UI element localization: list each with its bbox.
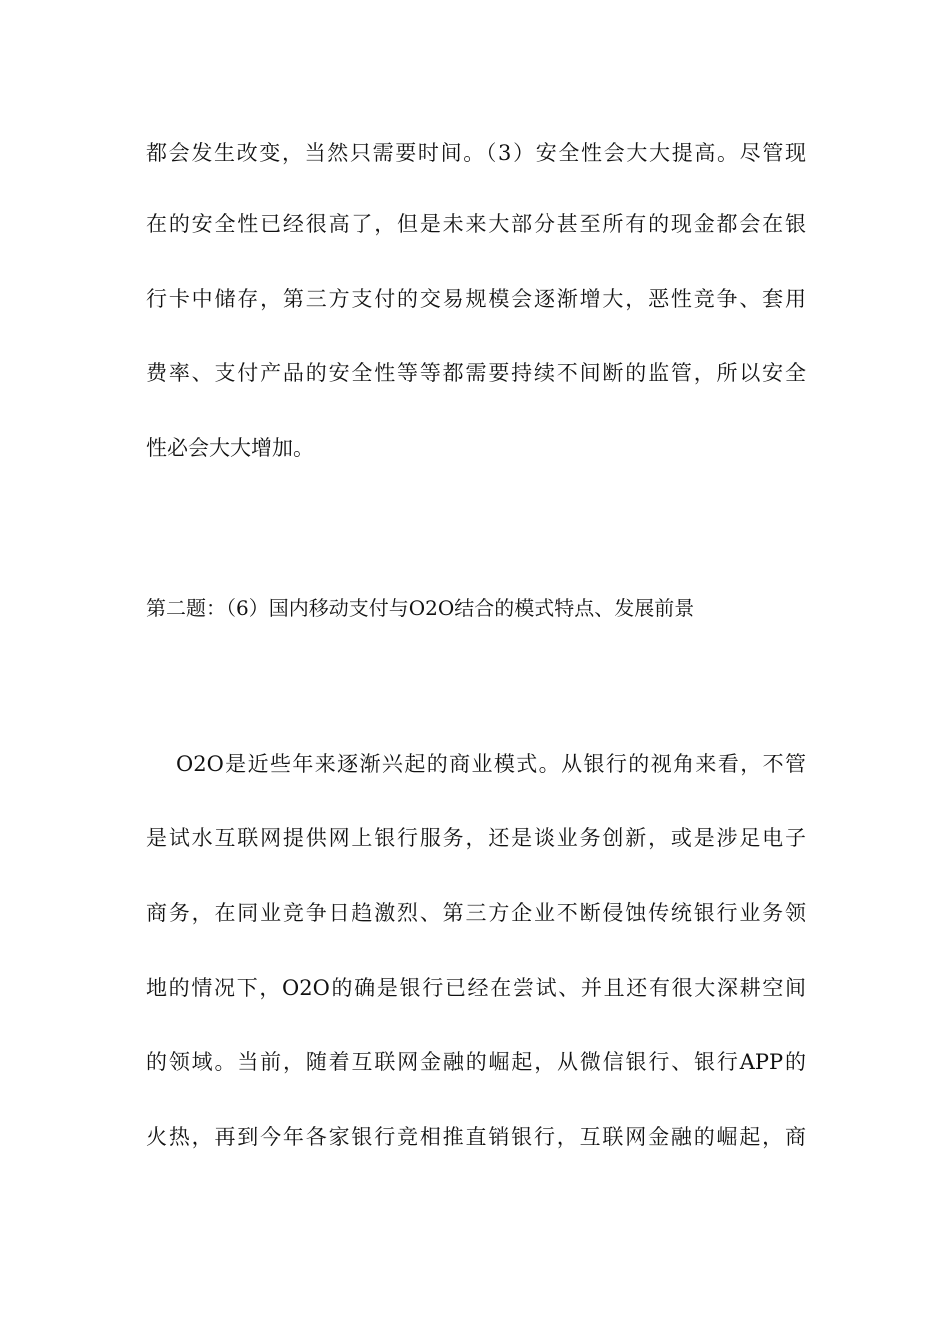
paragraph-1-line-5: 性必会大大增加。: [146, 436, 314, 460]
paragraph-2-line-6: 火热，再到今年各家银行竞相推直销银行，互联网金融的崛起，商: [146, 1125, 806, 1149]
paragraph-2-line-5: 的领域。当前，随着互联网金融的崛起，从微信银行、银行APP的: [146, 1050, 806, 1074]
paragraph-1-line-3: 行卡中储存，第三方支付的交易规模会逐渐增大，恶性竞争、套用: [146, 287, 806, 311]
section-heading: 第二题：（6）国内移动支付与O2O结合的模式特点、发展前景: [146, 596, 695, 620]
paragraph-2-line-3: 商务，在同业竞争日趋激烈、第三方企业不断侵蚀传统银行业务领: [146, 901, 806, 925]
paragraph-2-line-4: 地的情况下，O2O的确是银行已经在尝试、并且还有很大深耕空间: [146, 976, 806, 1000]
paragraph-1-line-1: 都会发生改变，当然只需要时间。（3）安全性会大大提高。尽管现: [146, 141, 806, 165]
paragraph-2-line-1: O2O是近些年来逐渐兴起的商业模式。从银行的视角来看，不管: [176, 752, 806, 776]
paragraph-1-line-4: 费率、支付产品的安全性等等都需要持续不间断的监管，所以安全: [146, 361, 806, 385]
paragraph-1-line-2: 在的安全性已经很高了，但是未来大部分甚至所有的现金都会在银: [146, 212, 806, 236]
paragraph-2-line-2: 是试水互联网提供网上银行服务，还是谈业务创新，或是涉足电子: [146, 826, 806, 850]
